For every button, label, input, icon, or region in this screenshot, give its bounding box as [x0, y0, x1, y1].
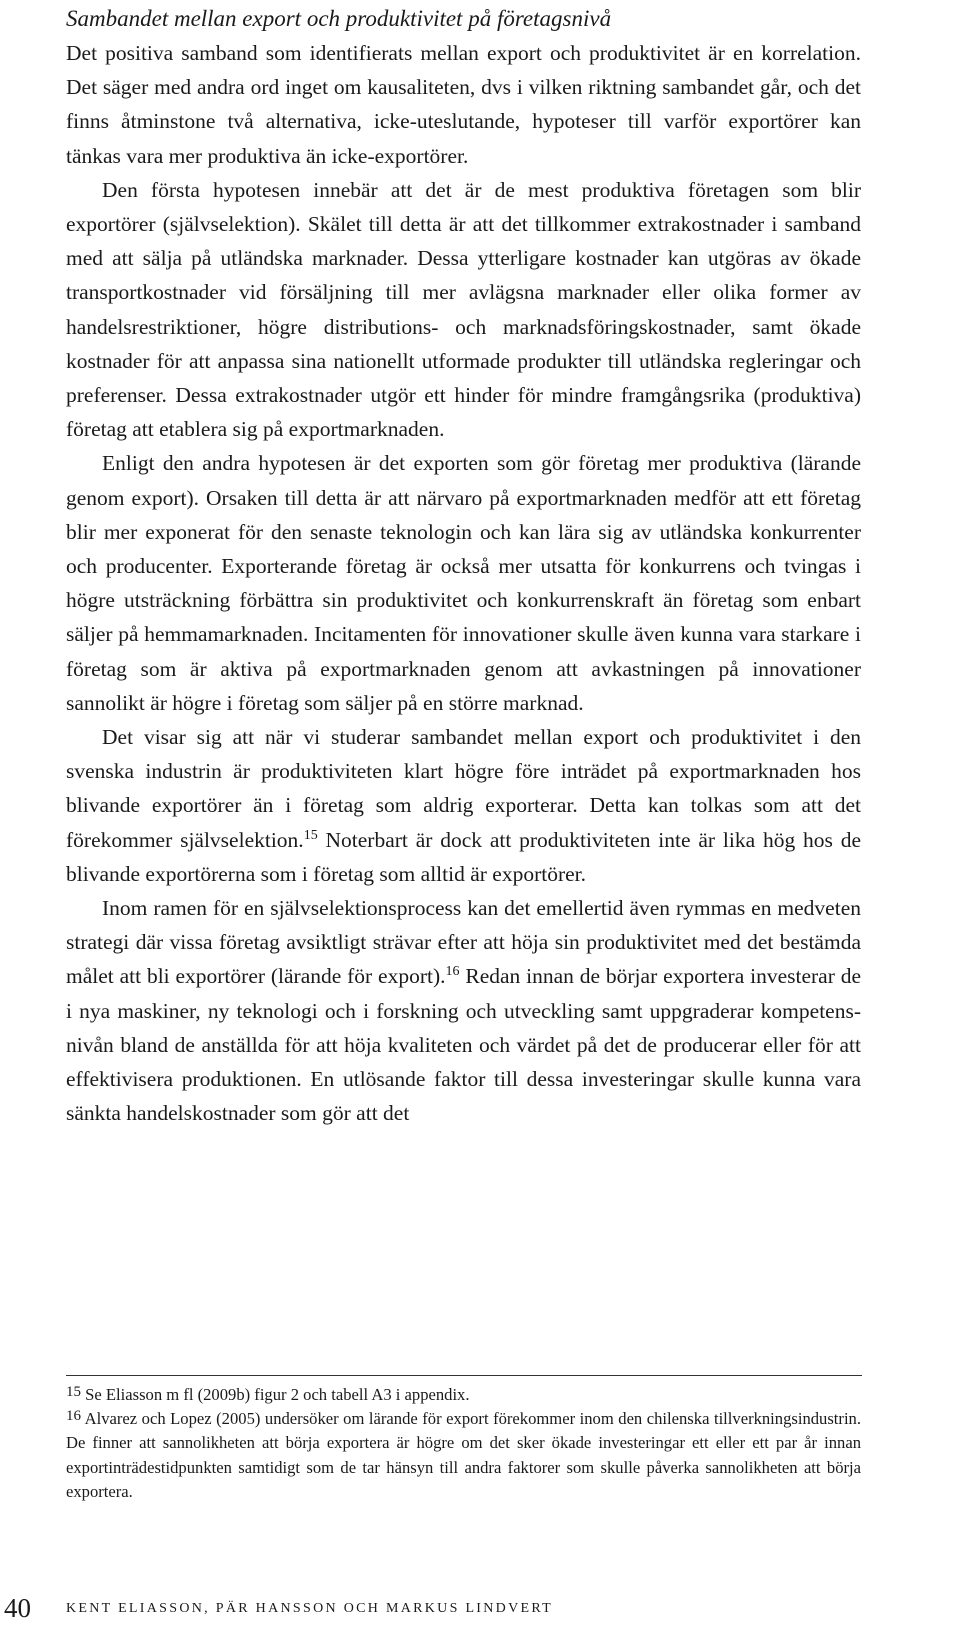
footnote-ref-15[interactable]: 15	[303, 827, 318, 843]
footnote-number-16: 16	[66, 1408, 81, 1425]
paragraph-4	[66, 720, 861, 891]
footnote-ref-16[interactable]: 16	[445, 964, 460, 980]
paragraph-3: Enligt den andra hypotesen är det exporten som gör företag mer produktiva (lärande genom export). Orsaken till detta är att närvaro på exportmarknaden medför att ett företag blir mer exponerat för den senaste teknologin och kan lära sig av utländska konkurrenter och producenter. Exporterande företag är också mer utsatta för konkurrens och tvingas i högre utsträckning förbättra sin produktivitet och konkurrenskraft än företag som enbart säljer på hemmamarknaden. Incitamenten för innovationer skulle även kunna vara starkare i företag som är aktiva på exportmarknaden genom att avkastningen på innovationer sannolikt är högre i företag som säljer på en större marknad.	[66, 451, 861, 715]
paragraph-5-text-a: Inom ramen för en självselektionsprocess kan det emellertid även rymmas en medveten strategi där vissa företag avsiktligt strävar efter att höja sin produktivitet med det bestämda målet att bli exportörer (lärande för export).	[66, 896, 861, 989]
footnotes	[66, 1383, 861, 1504]
journal-sidebar-label	[888, 254, 928, 464]
footnote-number-15: 15	[66, 1384, 81, 1400]
footnote-15	[66, 1383, 861, 1407]
footer-authors: KENT ELIASSON, PÄR HANSSON OCH MARKUS LINDVERT	[66, 1601, 554, 1616]
paragraph-1: Det positiva samband som identifierats mellan export och produktivitet är en korrelation. Det säger med andra ord inget om kausaliteten, dvs i vilken riktning sambandet går, och det finns åtminstone två alternativa, icke-uteslutande, hypoteser till varför exportörer kan tänkas vara mer produktiva än icke-exportörer.	[66, 41, 861, 168]
footnote-divider	[66, 1375, 862, 1376]
footnote-16	[66, 1407, 861, 1504]
section-heading: Sambandet mellan export och produktivitet på företagsnivå	[66, 6, 612, 31]
paragraph-5-text-b: Redan innan de börjar exportera investerar de i nya maskiner, ny teknologi och i forskning och utveckling samt uppgraderar kompetensnivån bland de anställda för att höja kvaliteten och värdet på det de producerar eller för att effektivisera produktionen. En utlösande faktor till dessa investeringar skulle kunna vara sänkta handelskostnader som gör att det	[66, 964, 861, 1126]
paragraph-5	[66, 891, 861, 1130]
paragraph-4-text-b: Noterbart är dock att produktiviteten inte är lika hög hos de blivande exportörerna som i företag som alltid är exportörer.	[66, 827, 861, 886]
article-body	[66, 2, 861, 1131]
paragraph-2: Den första hypotesen innebär att det är de mest produktiva företagen som blir exportörer (självselektion). Skälet till detta är att det tillkommer extrakostnader i samband med att sälja på utländska marknader. Dessa ytterligare kostnader kan utgöras av ökade transportkostnader vid försäljning till mer avlägsna marknader eller olika former av handelsrestriktioner, högre distributions- och marknadsföringskostnader, samt ökade kostnader för att anpassa sina nationellt utformade produkter till utländska regleringar och preferenser. Dessa extrakostnader utgör ett hinder för mindre framgångsrika (produktiva) företag att etablera sig på exportmarknaden.	[66, 177, 861, 442]
paragraph-4-text-a: Det visar sig att när vi studerar sambandet mellan export och produktivitet i den svenska industrin är produktiviteten klart högre före inträdet på exportmarknaden hos blivande exportörer än i företag som aldrig exporterar. Detta kan tolkas som att det förekommer självselektion.	[66, 725, 861, 852]
page-number: 40	[4, 1593, 31, 1623]
footnote-15-text: Se Eliasson m fl (2009b) figur 2 och tabell A3 i appendix.	[81, 1385, 470, 1404]
page-footer	[0, 1590, 960, 1630]
footnote-16-text: Alvarez och Lopez (2005) undersöker om lärande för export förekommer inom den chilenska tillverkningsindustrin. De finner att sannolikheten att börja exportera är högre om det sker ökade investeringar ett eller ett par år innan exportinträdestidpunkten samtidigt som de tar hänsyn till andra faktorer som skulle påverka sannolikheten att börja exportera.	[66, 1409, 861, 1501]
